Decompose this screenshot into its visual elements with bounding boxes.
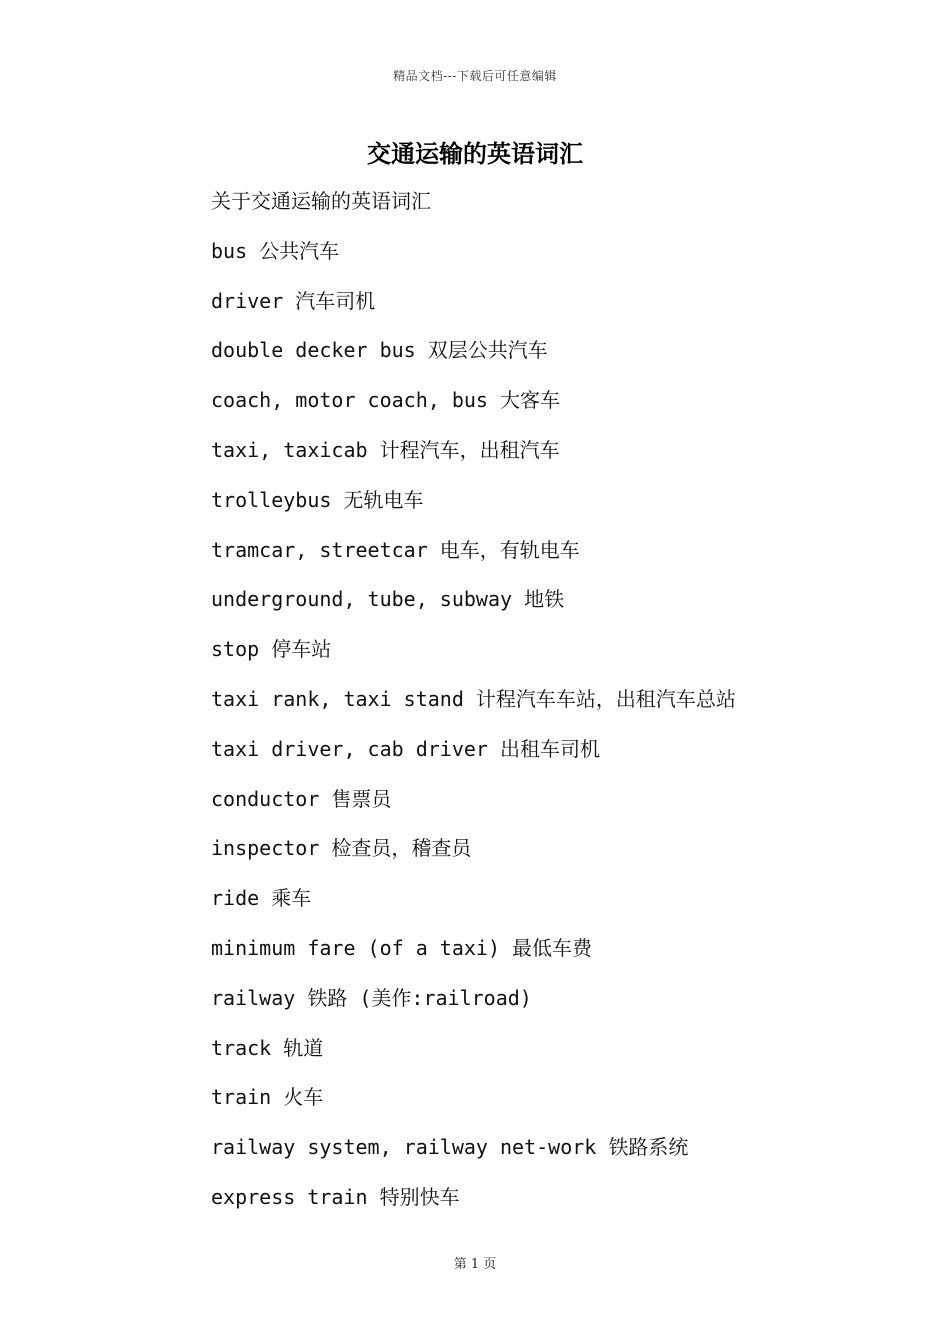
page-number-footer: 第 1 页 <box>453 1257 497 1272</box>
vocab-line: underground, tube, subway 地铁 <box>211 587 565 612</box>
vocab-line: trolleybus 无轨电车 <box>211 487 424 512</box>
vocab-line: tramcar, streetcar 电车，有轨电车 <box>211 537 580 562</box>
header-note: 精品文档---下载后可任意编辑 <box>393 69 557 83</box>
vocab-line: taxi rank, taxi stand 计程汽车车站，出租汽车总站 <box>211 686 736 711</box>
vocabulary-list <box>211 185 831 1231</box>
vocab-line: minimum fare (of a taxi) 最低车费 <box>211 935 593 960</box>
vocab-line: double decker bus 双层公共汽车 <box>211 338 548 363</box>
vocab-line: taxi, taxicab 计程汽车，出租汽车 <box>211 437 560 462</box>
vocab-line: inspector 检查员，稽查员 <box>211 836 472 861</box>
vocab-line: bus 公共汽车 <box>211 238 340 263</box>
vocab-line: stop 停车站 <box>211 637 332 662</box>
vocab-line: ride 乘车 <box>211 886 312 911</box>
document-title: 交通运输的英语词汇 <box>367 139 583 168</box>
vocab-line: coach, motor coach, bus 大客车 <box>211 388 560 413</box>
vocab-line: conductor 售票员 <box>211 786 392 811</box>
vocab-line: taxi driver, cab driver 出租车司机 <box>211 736 600 761</box>
vocab-line: express train 特别快车 <box>211 1184 460 1209</box>
vocab-line: train 火车 <box>211 1085 324 1110</box>
vocab-line: railway 铁路 (美作:railroad) <box>211 985 532 1010</box>
vocab-line: driver 汽车司机 <box>211 288 376 313</box>
vocab-line: track 轨道 <box>211 1035 324 1060</box>
vocab-line: railway system, railway net-work 铁路系统 <box>211 1135 689 1160</box>
intro-line: 关于交通运输的英语词汇 <box>211 189 431 213</box>
